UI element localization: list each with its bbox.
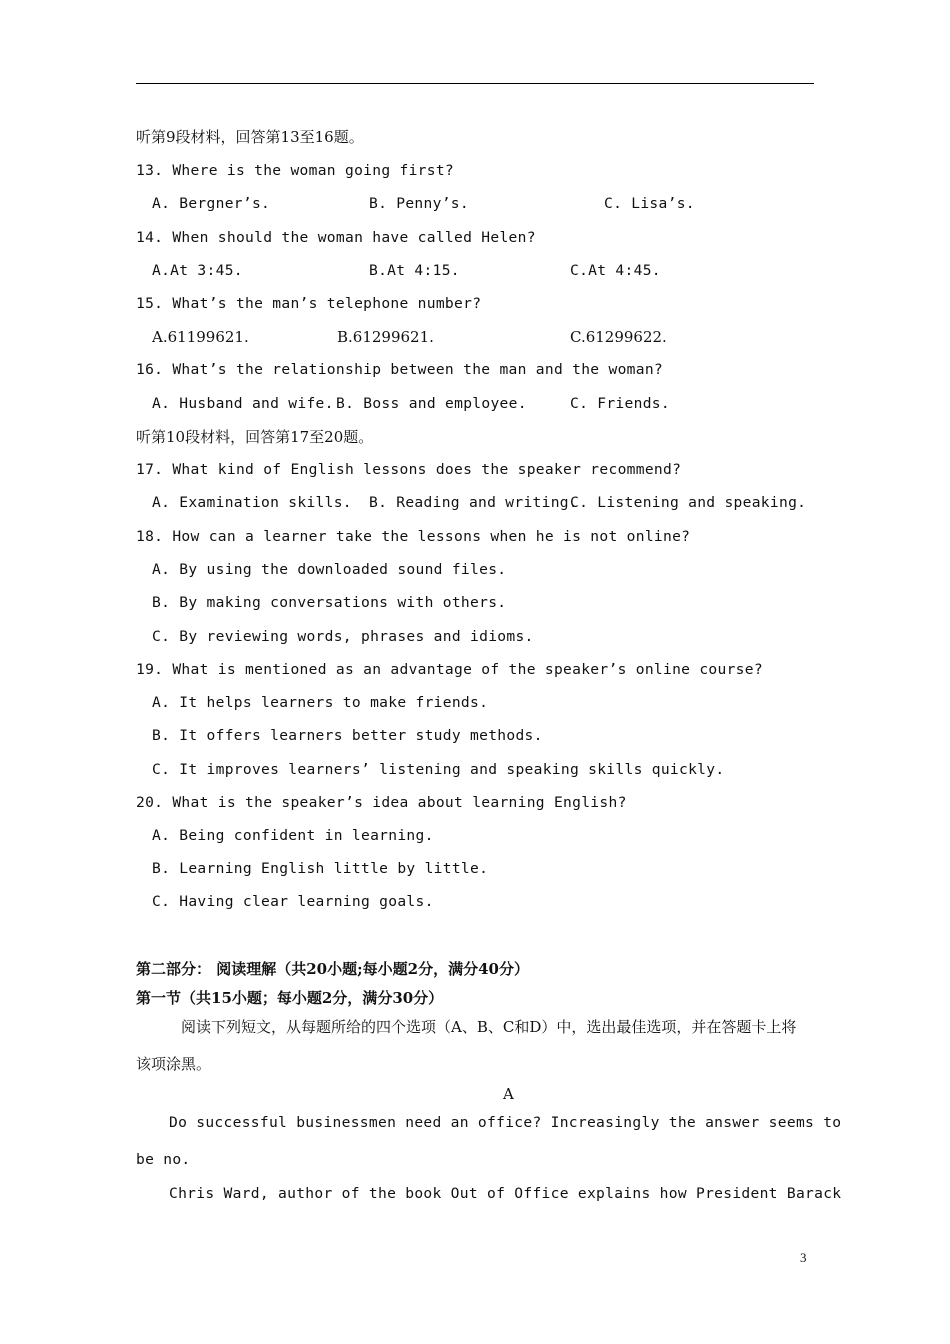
part-heading: 第二部分： 阅读理解（共20小题;每小题2分，满分40分） bbox=[136, 960, 529, 978]
question-20: 20. What is the speaker’s idea about learning English? bbox=[136, 794, 627, 811]
option-18b: B. By making conversations with others. bbox=[152, 594, 507, 611]
option-15a: A.61199621. bbox=[152, 328, 249, 346]
option-14a: A.At 3:45. bbox=[152, 262, 243, 279]
question-15: 15. What’s the man’s telephone number? bbox=[136, 295, 482, 312]
question-13: 13. Where is the woman going first? bbox=[136, 162, 455, 179]
passage-line: Do successful businessmen need an office? Increasingly the answer seems to bbox=[169, 1114, 842, 1131]
option-17b: B. Reading and writing. bbox=[369, 494, 578, 511]
section-heading: 听第9段材料，回答第13至16题。 bbox=[136, 128, 364, 146]
option-16b: B. Boss and employee. bbox=[336, 395, 527, 412]
option-17c: C. Listening and speaking. bbox=[570, 494, 807, 511]
option-14c: C.At 4:45. bbox=[570, 262, 661, 279]
question-19: 19. What is mentioned as an advantage of the speaker’s online course? bbox=[136, 661, 763, 678]
instructions-line-1: 阅读下列短文，从每题所给的四个选项（A、B、C和D）中，选出最佳选项，并在答题卡上将 bbox=[181, 1018, 797, 1036]
option-18c: C. By reviewing words, phrases and idioms. bbox=[152, 628, 534, 645]
option-15b: B.61299621. bbox=[337, 328, 434, 346]
instructions-line-2: 该项涂黑。 bbox=[136, 1055, 212, 1073]
option-14b: B.At 4:15. bbox=[369, 262, 460, 279]
section-heading: 听第10段材料，回答第17至20题。 bbox=[136, 428, 374, 446]
option-20c: C. Having clear learning goals. bbox=[152, 893, 434, 910]
page-number: 3 bbox=[800, 1250, 807, 1265]
option-17a: A. Examination skills. bbox=[152, 494, 352, 511]
passage-line: Chris Ward, author of the book Out of Office explains how President Barack bbox=[169, 1185, 842, 1202]
option-16a: A. Husband and wife. bbox=[152, 395, 334, 412]
question-16: 16. What’s the relationship between the man and the woman? bbox=[136, 361, 663, 378]
option-19c: C. It improves learners’ listening and speaking skills quickly. bbox=[152, 761, 725, 778]
option-13b: B. Penny’s. bbox=[369, 195, 469, 212]
option-15c: C.61299622. bbox=[570, 328, 667, 346]
question-14: 14. When should the woman have called Helen? bbox=[136, 229, 536, 246]
option-13a: A. Bergner’s. bbox=[152, 195, 271, 212]
option-20b: B. Learning English little by little. bbox=[152, 860, 489, 877]
question-17: 17. What kind of English lessons does the speaker recommend? bbox=[136, 461, 682, 478]
option-18a: A. By using the downloaded sound files. bbox=[152, 561, 507, 578]
passage-label: A bbox=[503, 1085, 514, 1103]
header-rule bbox=[136, 83, 814, 84]
option-20a: A. Being confident in learning. bbox=[152, 827, 434, 844]
passage-line: be no. bbox=[136, 1151, 191, 1168]
option-13c: C. Lisa’s. bbox=[604, 195, 695, 212]
option-16c: C. Friends. bbox=[570, 395, 670, 412]
option-19b: B. It offers learners better study methods. bbox=[152, 727, 543, 744]
option-19a: A. It helps learners to make friends. bbox=[152, 694, 489, 711]
question-18: 18. How can a learner take the lessons when he is not online? bbox=[136, 528, 691, 545]
section-subheading: 第一节（共15小题；每小题2分，满分30分） bbox=[136, 989, 444, 1007]
